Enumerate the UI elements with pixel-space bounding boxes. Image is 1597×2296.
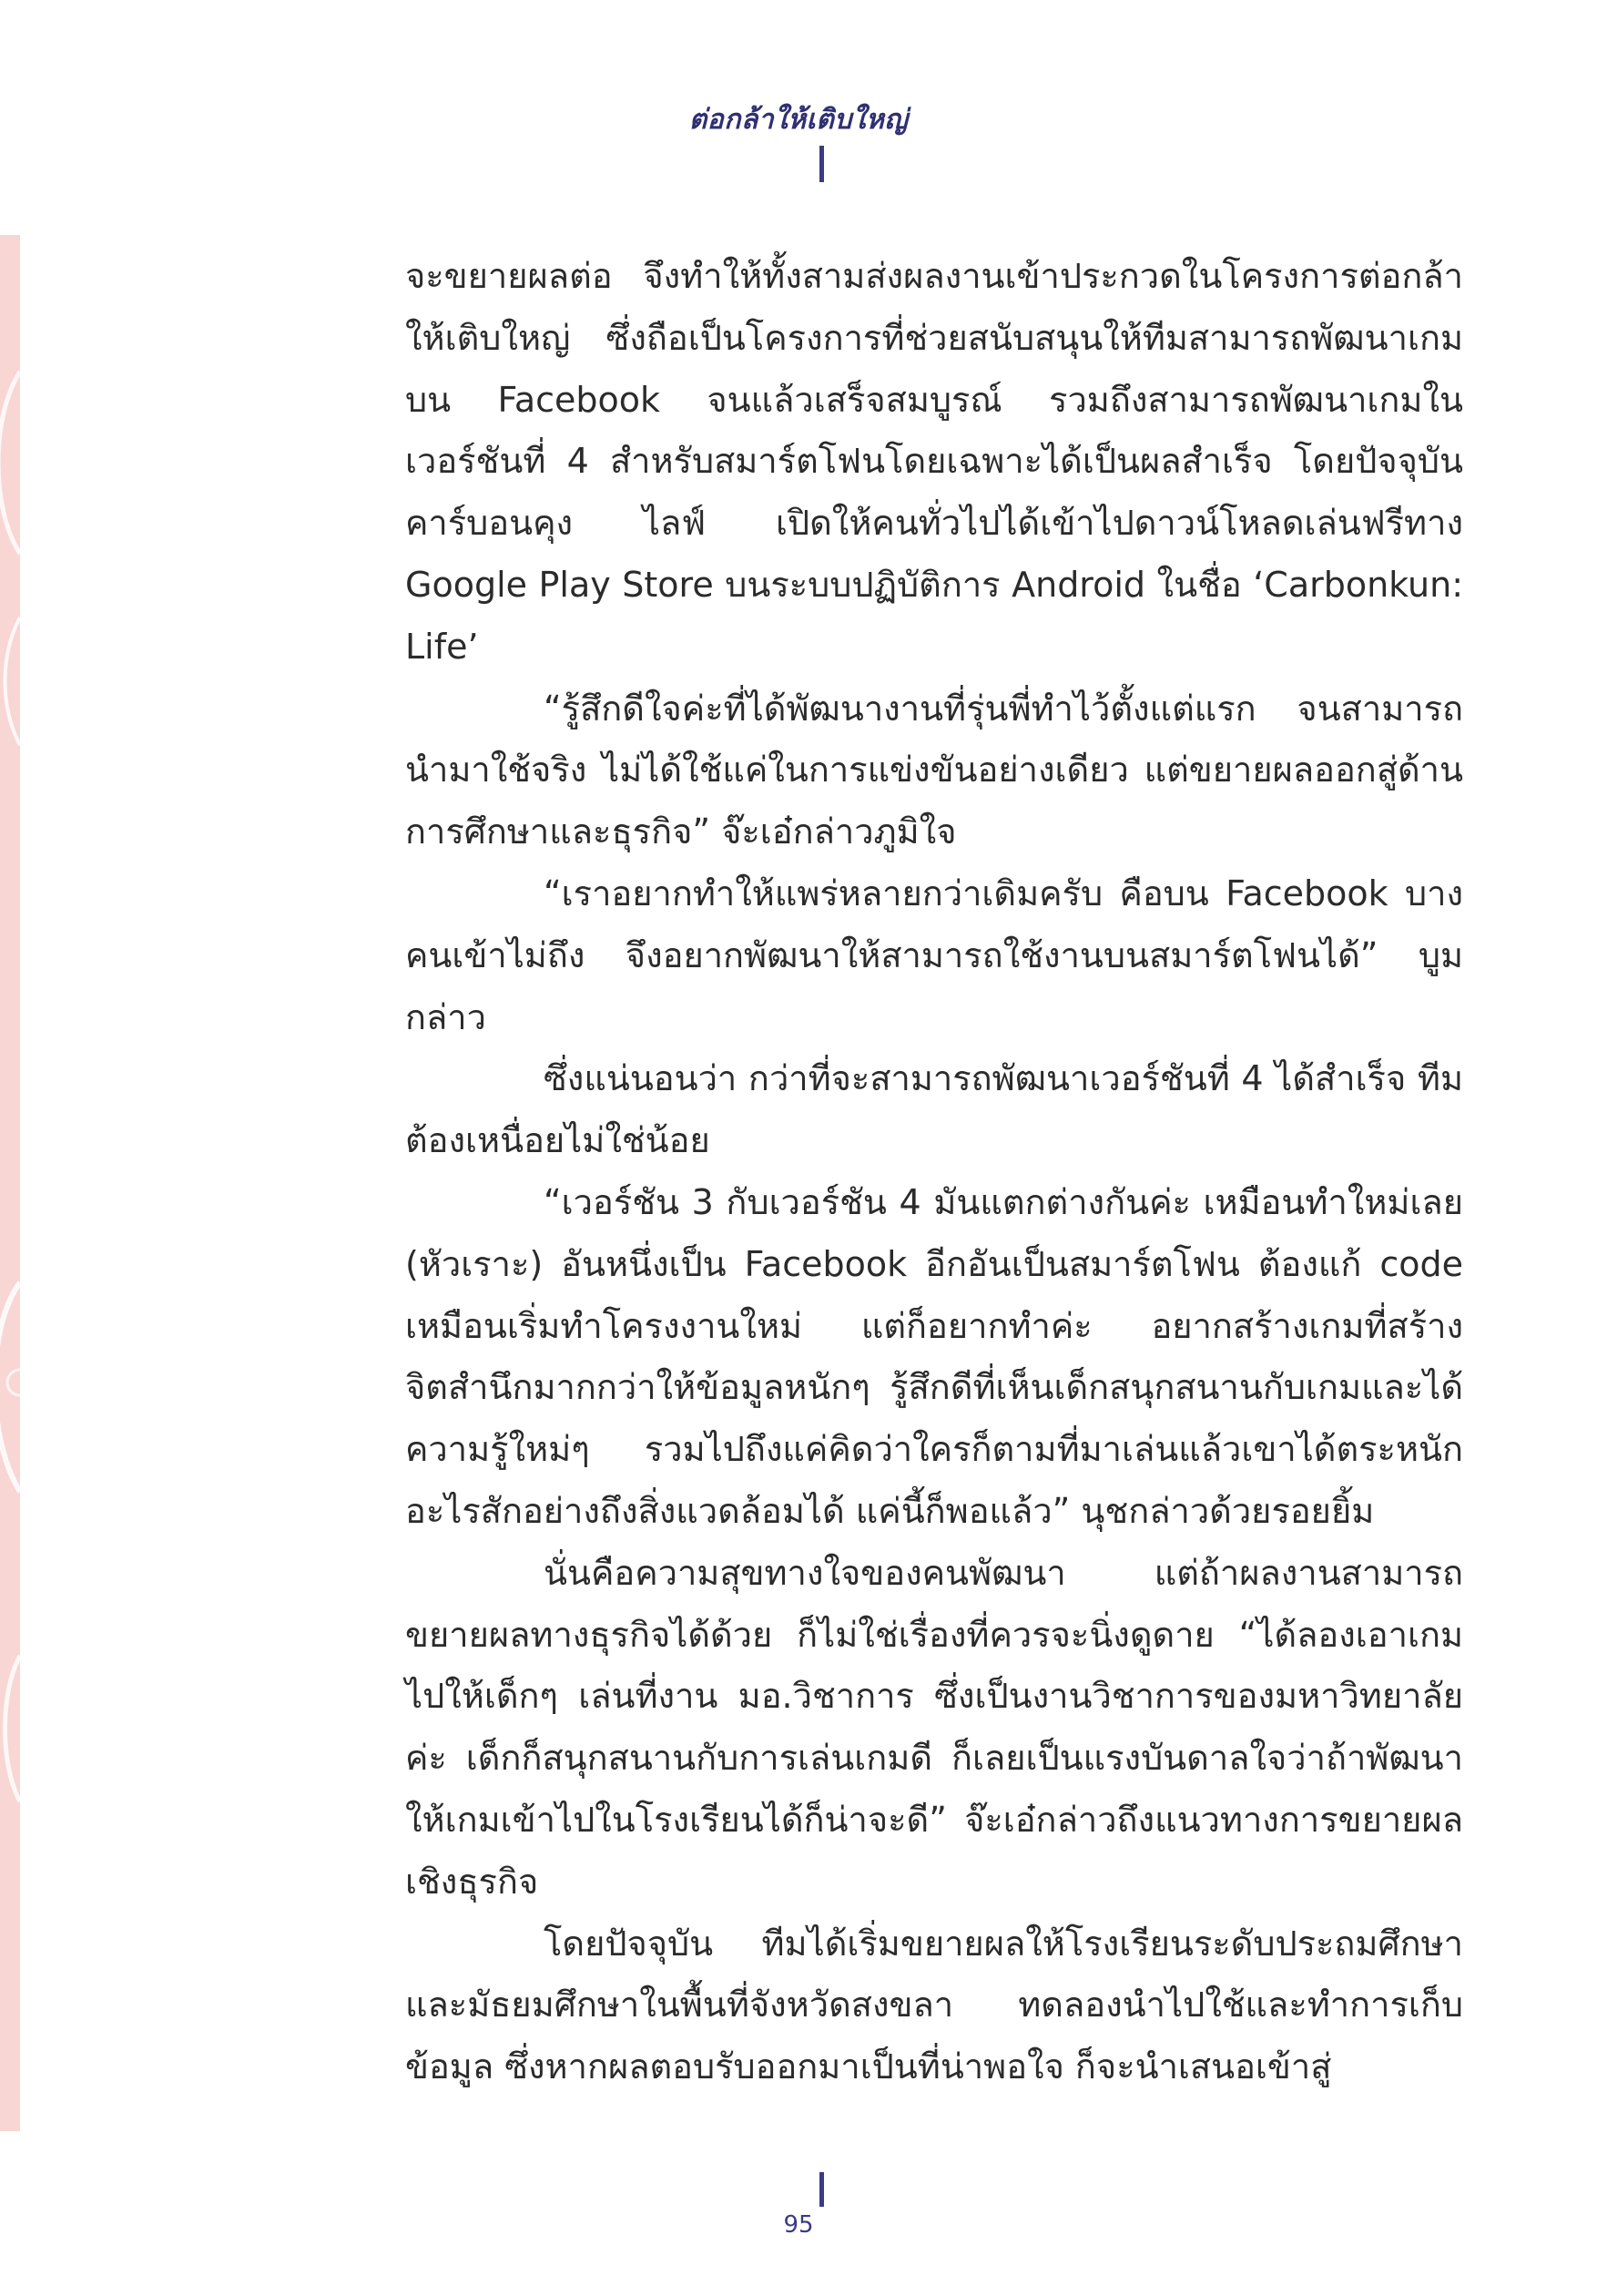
paragraph-6: นั่นคือความสุขทางใจของคนพัฒนา แต่ถ้าผลงานสามารถขยายผลทางธุรกิจได้ด้วย ก็ไม่ใช่เรื่องที่ควรจะนิ่งดูดาย “ได้ลองเอาเกมไปให้เด็กๆ เล่นที่งาน มอ.วิชาการ ซึ่งเป็นงานวิชาการของมหาวิทยาลัย ค่ะ เด็กก็สนุกสนานกับการเล่นเกมดี ก็เลยเป็นแรงบันดาลใจว่าถ้าพัฒนาให้เกมเข้าไปในโรงเรียนได้ก็น่าจะดี” จ๊ะเอ๋กล่าวถึงแนวทางการขยายผลเชิงธุรกิจ: [405, 1552, 1463, 1902]
paragraph-7: โดยปัจจุบัน ทีมได้เริ่มขยายผลให้โรงเรียนระดับประถมศึกษาและมัธยมศึกษาในพื้นที่จังหวัดสงขลา ทดลองนำไปใช้และทำการเก็บข้อมูล ซึ่งหากผลตอบรับออกมาเป็นที่น่าพอใจ ก็จะนำเสนอเข้าสู่: [405, 1923, 1463, 2087]
paragraph-3: “เราอยากทำให้แพร่หลายกว่าเดิมครับ คือบน Facebook บางคนเข้าไม่ถึง จึงอยากพัฒนาให้สามารถใช้งานบนสมาร์ตโฟนได้” บูมกล่าว: [405, 872, 1463, 1037]
page-number: 95: [783, 2211, 814, 2239]
running-header-title: ต่อกล้าให้เติบใหญ่: [688, 104, 909, 136]
header-divider-mark: [819, 146, 824, 182]
paragraph-5: “เวอร์ชัน 3 กับเวอร์ชัน 4 มันแตกต่างกันค่ะ เหมือนทำใหม่เลย (หัวเราะ) อันหนึ่งเป็น Facebook อีกอันเป็นสมาร์ตโฟน ต้องแก้ code เหมือนเริ่มทำโครงงานใหม่ แต่ก็อยากทำค่ะ อยากสร้างเกมที่สร้างจิตสำนึกมากกว่าให้ข้อมูลหนักๆ รู้สึกดีที่เห็นเด็กสนุกสนานกับเกมและได้ความรู้ใหม่ๆ รวมไปถึงแค่คิดว่าใครก็ตามที่มาเล่นแล้วเขาได้ตระหนักอะไรสักอย่างถึงสิ่งแวดล้อมได้ แค่นี้ก็พอแล้ว” นุชกล่าวด้วยรอยยิ้ม: [405, 1181, 1463, 1531]
paragraph-2: “รู้สึกดีใจค่ะที่ได้พัฒนางานที่รุ่นพี่ทำไว้ตั้งแต่แรก จนสามารถนำมาใช้จริง ไม่ได้ใช้แค่ในการแข่งขันอย่างเดียว แต่ขยายผลออกสู่ด้านการศึกษาและธุรกิจ” จ๊ะเอ๋กล่าวภูมิใจ: [405, 688, 1463, 852]
paragraph-1: จะขยายผลต่อ จึงทำให้ทั้งสามส่งผลงานเข้าประกวดในโครงการต่อกล้าให้เติบใหญ่ ซึ่งถือเป็นโครงการที่ช่วยสนับสนุนให้ทีมสามารถพัฒนาเกมบน Facebook จนแล้วเสร็จสมบูรณ์ รวมถึงสามารถพัฒนาเกมในเวอร์ชันที่ 4 สำหรับสมาร์ตโฟนโดยเฉพาะได้เป็นผลสำเร็จ โดยปัจจุบันคาร์บอนคุง ไลฟ์ เปิดให้คนทั่วไปได้เข้าไปดาวน์โหลดเล่นฟรีทาง Google Play Store บนระบบปฏิบัติการ Android ในชื่อ ‘Carbonkun: Life’: [405, 256, 1463, 667]
footer-divider-mark: [819, 2172, 824, 2207]
body-text: [405, 246, 1463, 2098]
paragraph-4: ซึ่งแน่นอนว่า กว่าที่จะสามารถพัฒนาเวอร์ชันที่ 4 ได้สำเร็จ ทีมต้องเหนื่อยไม่ใช่น้อย: [405, 1058, 1463, 1161]
decorative-side-band: [0, 235, 20, 2131]
swirl-pattern-icon: [0, 235, 20, 2131]
